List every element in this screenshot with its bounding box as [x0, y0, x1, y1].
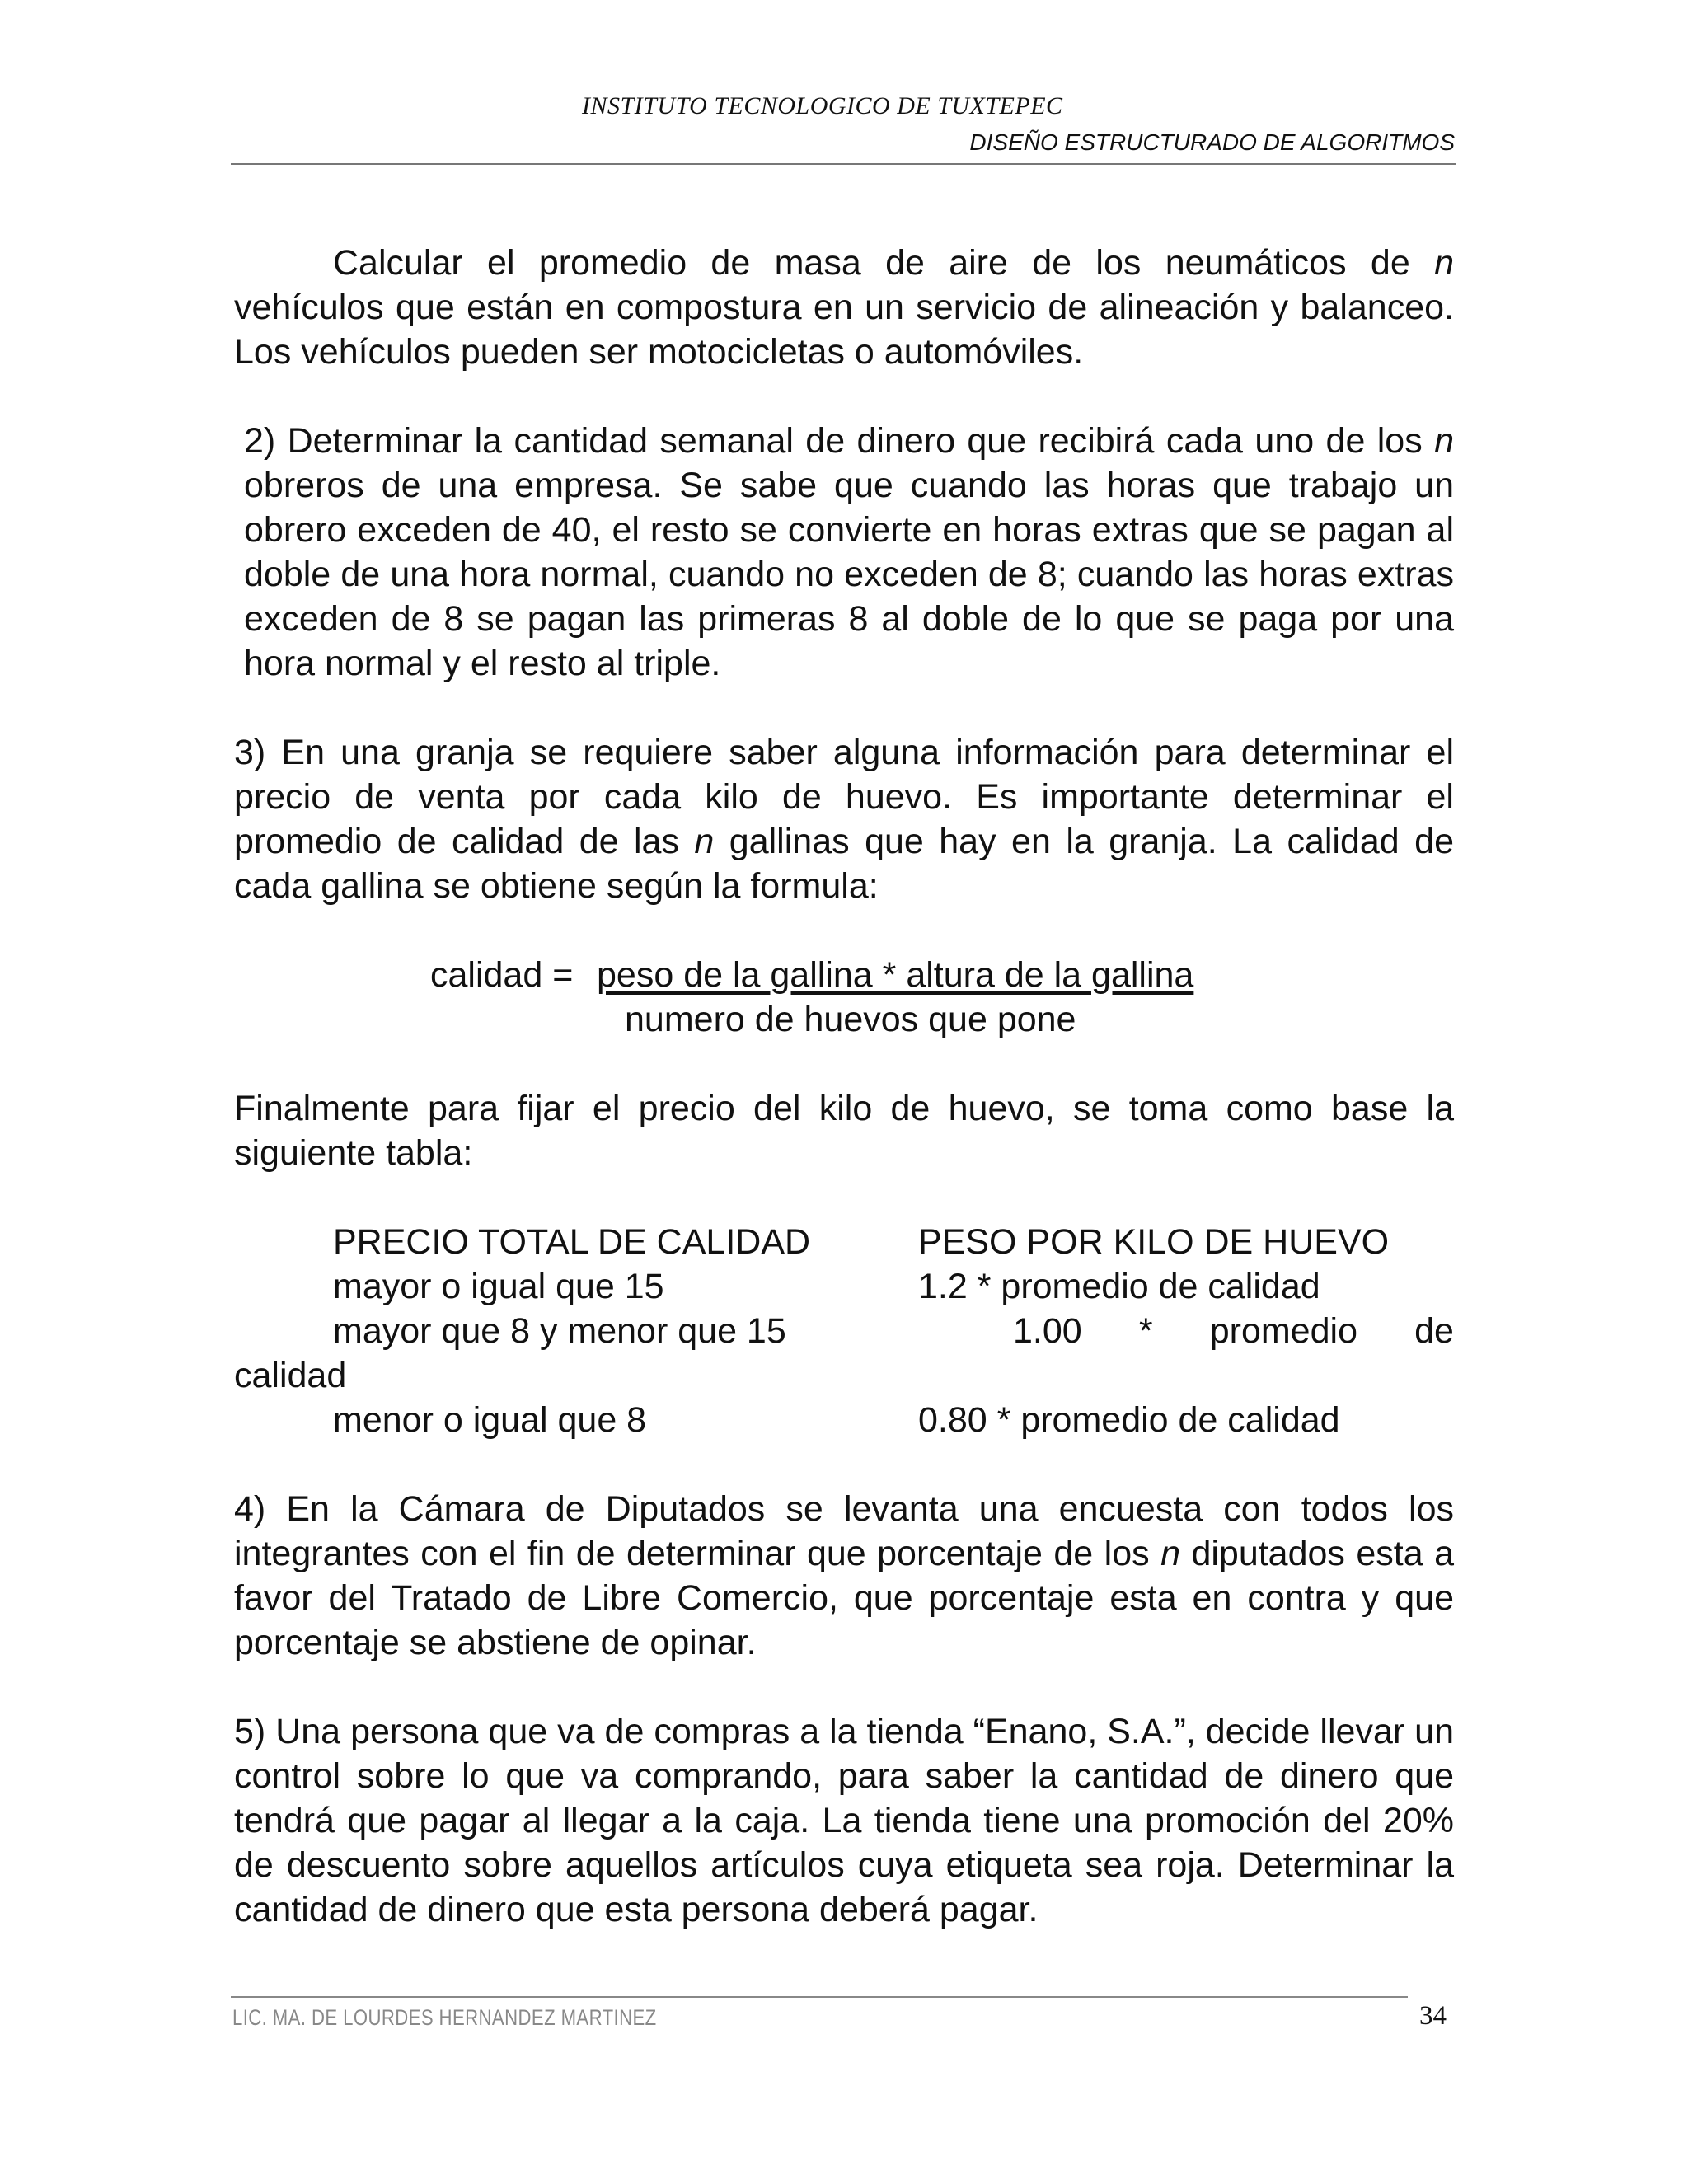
header-divider	[231, 163, 1456, 165]
table-header-weight: PESO POR KILO DE HUEVO	[918, 1222, 1390, 1262]
table-cell-condition: menor o igual que 8	[333, 1400, 647, 1440]
price-operator: *	[1138, 1311, 1153, 1351]
header-course-title: DISEÑO ESTRUCTURADO DE ALGORITMOS	[969, 129, 1455, 155]
table-cell-price	[1013, 1309, 1454, 1353]
variable-n: n	[1160, 1534, 1180, 1573]
formula-numerator: peso de la gallina * altura de la gallina	[597, 955, 1194, 995]
table-row	[234, 1398, 1454, 1442]
paragraph-exercise-3	[234, 730, 1454, 908]
table-cell-price: 1.2 * promedio de calidad	[918, 1267, 1320, 1306]
paragraph-text: vehículos que están en compostura en un servicio de alineación y balanceo. Los vehículos pueden ser motocicletas o automóviles.	[234, 288, 1454, 372]
paragraph-text: Calcular el promedio de masa de aire de los neumáticos de	[333, 243, 1435, 283]
table-cell-price: 0.80 * promedio de calidad	[918, 1400, 1340, 1440]
price-word: de	[1414, 1311, 1454, 1351]
document-body	[234, 241, 1454, 1932]
table-cell-condition: mayor o igual que 15	[333, 1267, 664, 1306]
header-institute: INSTITUTO TECNOLOGICO DE TUXTEPEC	[582, 92, 1063, 120]
table-cell-wrap: calidad	[234, 1356, 347, 1395]
paragraph-text: gallinas que hay en la granja. La calidad de cada gallina se obtiene según la formula:	[234, 822, 1455, 906]
paragraph-intro	[234, 241, 1454, 374]
footer-divider	[231, 1996, 1408, 1998]
formula-numerator-line	[234, 953, 1454, 997]
paragraph-text: 3) En una granja se requiere saber alguna información para determinar el precio de venta por cada kilo de huevo. Es importante determinar el promedio de calidad de las	[234, 733, 1454, 861]
table-cell-condition: mayor que 8 y menor que 15	[333, 1311, 786, 1351]
paragraph-exercise-4	[234, 1487, 1454, 1665]
formula-denominator-line	[234, 997, 1454, 1042]
paragraph-text: 4) En la Cámara de Diputados se levanta una encuesta con todos los integrantes con el fin de determinar que porcentaje de los	[234, 1489, 1454, 1573]
paragraph-table-intro: Finalmente para fijar el precio del kilo de huevo, se toma como base la siguiente tabla:	[234, 1089, 1454, 1173]
variable-n: n	[1434, 243, 1454, 283]
paragraph-exercise-2	[234, 419, 1454, 686]
footer-author: LIC. MA. DE LOURDES HERNANDEZ MARTINEZ	[232, 2005, 657, 2030]
paragraph-exercise-5: 5) Una persona que va de compras a la tienda “Enano, S.A.”, decide llevar un control sobre lo que va comprando, para saber la cantidad de dinero que tendrá que pagar al llegar a la caja. La tienda tiene una promoción del 20% de descuento sobre aquellos artículos cuya etiqueta sea roja. Determinar la cantidad de dinero que esta persona deberá pagar.	[234, 1712, 1454, 1929]
table-row-wrap	[234, 1353, 1454, 1398]
table-header-row	[234, 1220, 1454, 1264]
formula-denominator: numero de huevos que pone	[625, 1000, 1076, 1039]
price-factor: 1.00	[1013, 1311, 1082, 1351]
page-number: 34	[1419, 2001, 1447, 2031]
paragraph-text: 2) Determinar la cantidad semanal de dinero que recibirá cada uno de los	[244, 421, 1435, 461]
paragraph-text: diputados esta a favor del Tratado de Libre Comercio, que porcentaje esta en contra y que porcentaje se abstiene de opinar.	[234, 1534, 1454, 1662]
price-table	[234, 1220, 1454, 1442]
table-header-quality: PRECIO TOTAL DE CALIDAD	[333, 1222, 811, 1262]
variable-n: n	[1434, 421, 1454, 461]
paragraph-text: obreros de una empresa. Se sabe que cuando las horas que trabajo un obrero exceden de 40, el resto se convierte en horas extras que se pagan al doble de una hora normal, cuando no exceden de 8; cuando las horas extras exceden de 8 se pagan las primeras 8 al doble de lo que se paga por una hora normal y el resto al triple.	[244, 466, 1454, 683]
table-row	[234, 1309, 1454, 1353]
price-word: promedio	[1209, 1311, 1357, 1351]
variable-n: n	[694, 822, 715, 861]
table-row	[234, 1264, 1454, 1309]
formula-label: calidad =	[430, 955, 574, 995]
